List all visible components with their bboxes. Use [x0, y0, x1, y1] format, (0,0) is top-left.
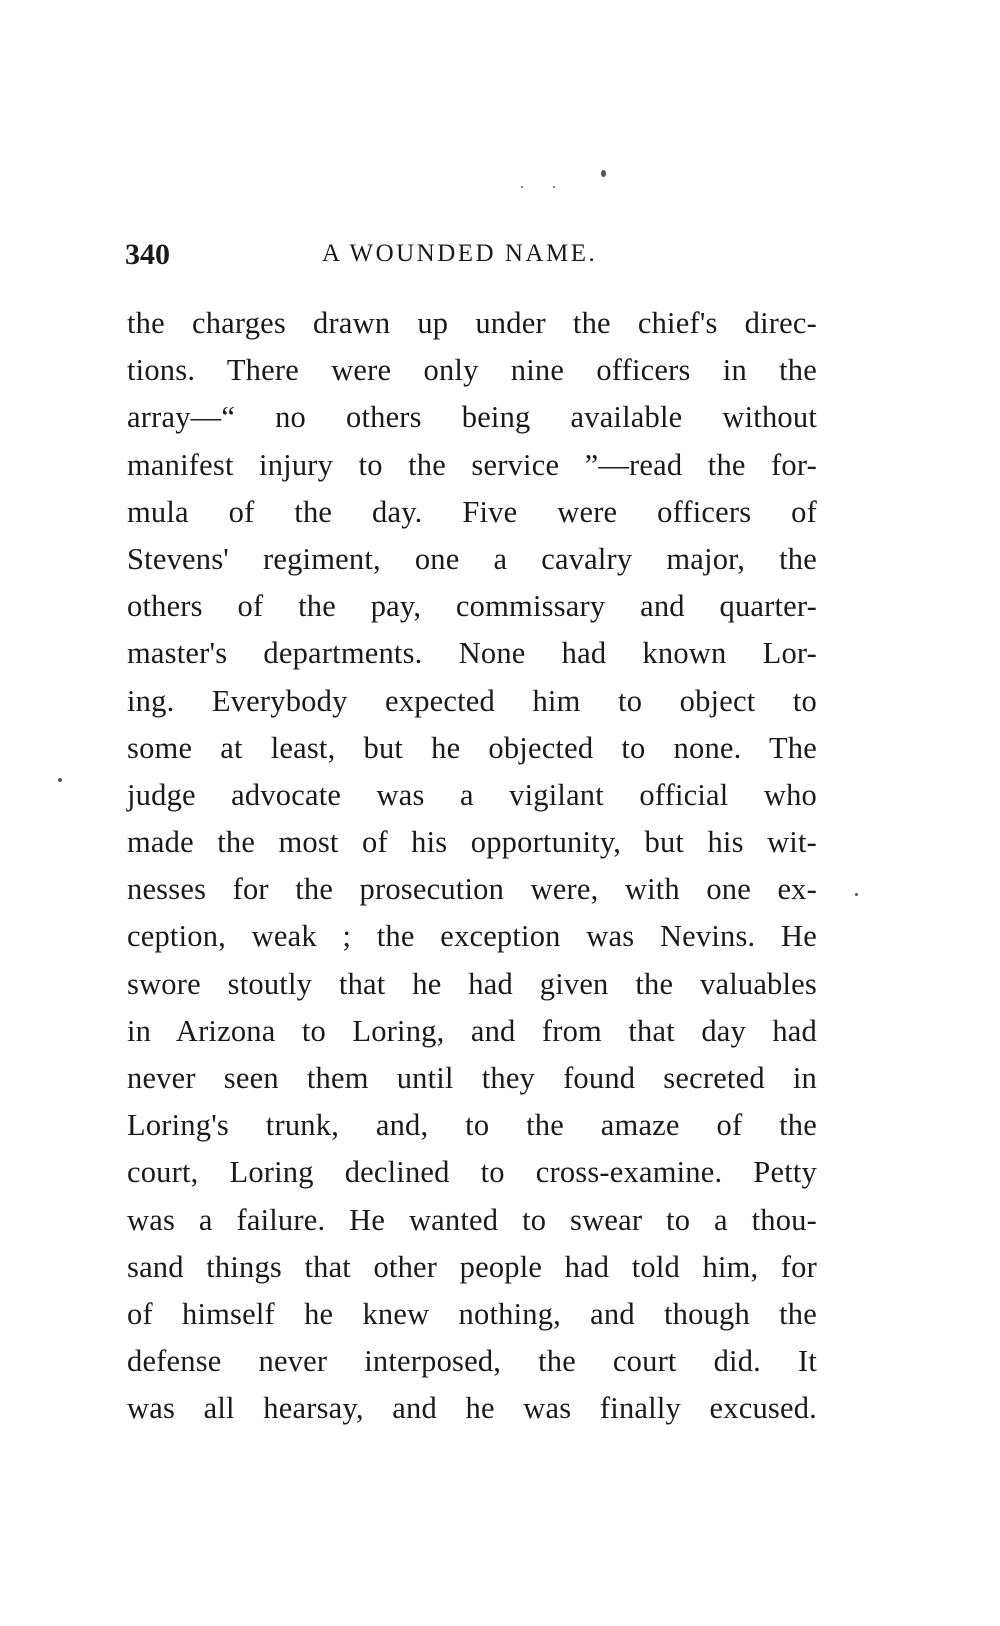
text-line: array—“ no others being available without: [127, 400, 817, 435]
text-line: defense never interposed, the court did. It: [127, 1344, 817, 1379]
text-line: court, Loring declined to cross-examine. Petty: [127, 1155, 817, 1190]
scan-speck: [58, 778, 62, 782]
text-line: never seen them until they found secreted in: [127, 1061, 817, 1095]
running-header: [125, 238, 825, 278]
text-line: Stevens' regiment, one a cavalry major, the: [127, 541, 817, 576]
text-line: mula of the day. Five were officers of: [127, 494, 817, 529]
text-line: sand things that other people had told him, for: [127, 1249, 817, 1284]
text-line: master's departments. None had known Lor-: [127, 636, 817, 671]
text-line: was a failure. He wanted to swear to a thou-: [127, 1202, 817, 1237]
text-line: was all hearsay, and he was finally excused.: [127, 1391, 817, 1426]
text-line: ception, weak ; the exception was Nevins. He: [127, 919, 817, 954]
text-line: the charges drawn up under the chief's direc-: [127, 306, 817, 340]
scan-speck: [521, 186, 523, 188]
text-line: tions. There were only nine officers in the: [127, 353, 817, 388]
text-line: swore stoutly that he had given the valuables: [127, 966, 817, 1001]
text-line: of himself he knew nothing, and though the: [127, 1296, 817, 1331]
text-line: judge advocate was a vigilant official who: [127, 777, 817, 812]
body-text: [127, 300, 817, 1433]
page-number: 340: [125, 238, 170, 271]
text-line: Loring's trunk, and, to the amaze of the: [127, 1108, 817, 1143]
scan-speck: [553, 186, 555, 188]
text-line: ing. Everybody expected him to object to: [127, 683, 817, 718]
text-line: some at least, but he objected to none. The: [127, 730, 817, 765]
scan-speck: [855, 893, 858, 896]
text-line: manifest injury to the service ”—read the for-: [127, 447, 817, 482]
scan-speck: [601, 170, 606, 177]
text-line: others of the pay, commissary and quarter-: [127, 589, 817, 624]
running-title: A WOUNDED NAME.: [322, 240, 598, 267]
text-line: made the most of his opportunity, but his wit-: [127, 825, 817, 860]
text-line: in Arizona to Loring, and from that day had: [127, 1013, 817, 1048]
text-line: nesses for the prosecution were, with one ex-: [127, 872, 817, 907]
